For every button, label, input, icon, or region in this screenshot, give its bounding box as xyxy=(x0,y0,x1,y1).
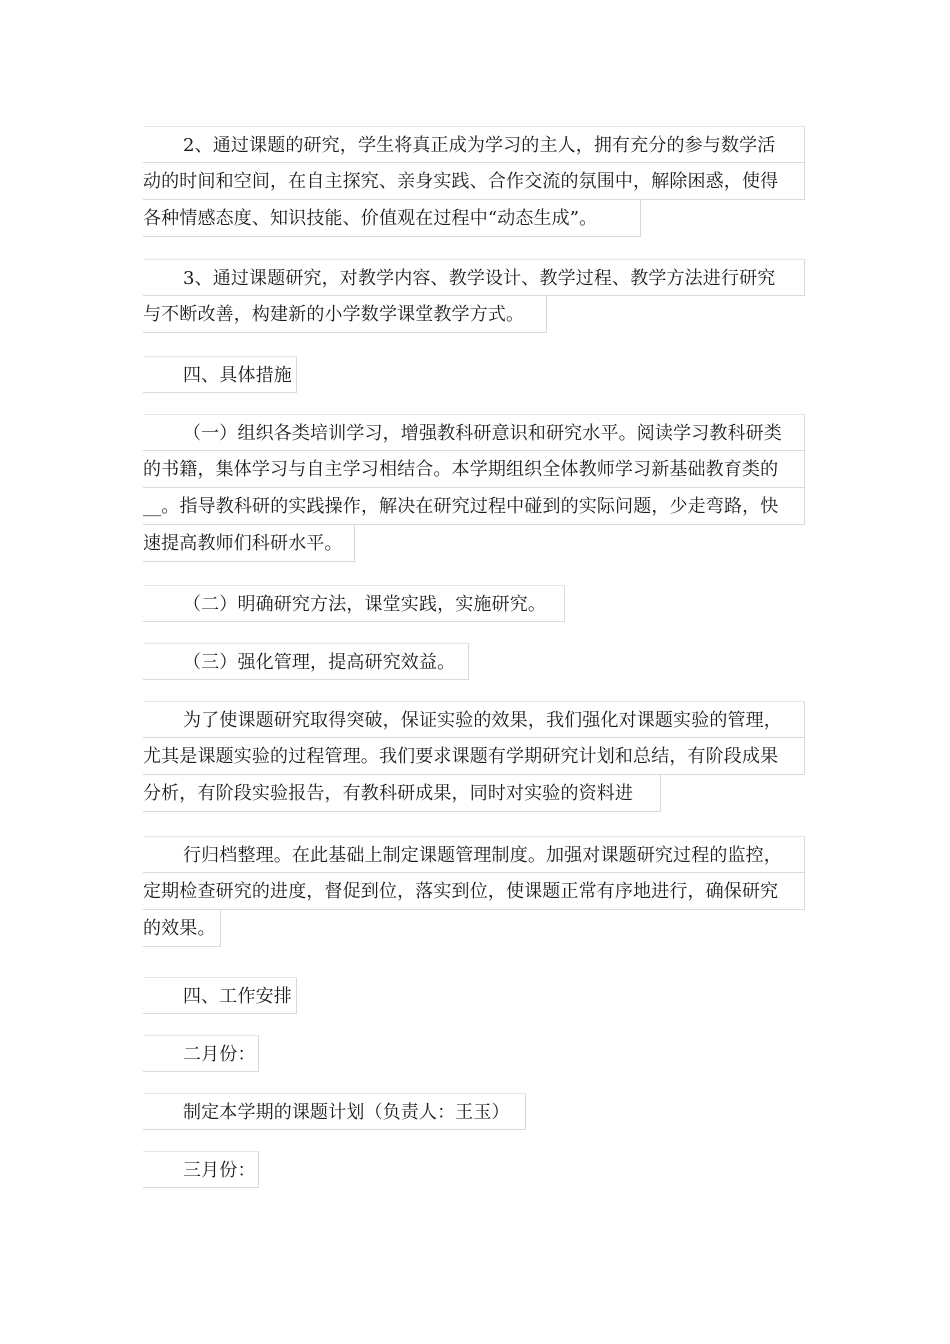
paragraph-goal-2 xyxy=(143,126,805,237)
text-line: （三）强化管理，提高研究效益。 xyxy=(143,643,469,680)
text-line: 3、通过课题研究，对教学内容、教学设计、教学过程、教学方法进行研究 xyxy=(143,259,805,296)
text-line: 制定本学期的课题计划（负责人：王玉） xyxy=(143,1093,526,1130)
text-line: 尤其是课题实验的过程管理。我们要求课题有学期研究计划和总结，有阶段成果 xyxy=(143,738,805,775)
paragraph-february xyxy=(143,1035,259,1072)
text-line: __。指导教科研的实践操作，解决在研究过程中碰到的实际问题，少走弯路，快 xyxy=(143,488,805,525)
text-line: 动的时间和空间，在自主探究、亲身实践、合作交流的氛围中，解除困惑，使得 xyxy=(143,163,805,200)
section-heading: 四、具体措施 xyxy=(143,356,297,393)
text-line: （一）组织各类培训学习，增强教科研意识和研究水平。阅读学习教科研类 xyxy=(143,414,805,451)
text-line: 速提高教师们科研水平。 xyxy=(143,525,355,562)
text-line: 定期检查研究的进度，督促到位，落实到位，使课题正常有序地进行，确保研究 xyxy=(143,873,805,910)
text-line: 行归档整理。在此基础上制定课题管理制度。加强对课题研究过程的监控， xyxy=(143,836,805,873)
text-line: 2、通过课题的研究，学生将真正成为学习的主人，拥有充分的参与数学活 xyxy=(143,126,805,163)
paragraph-management-a xyxy=(143,701,805,812)
heading-specific-measures xyxy=(143,356,297,393)
month-label: 三月份： xyxy=(143,1151,259,1188)
text-line: 为了使课题研究取得突破，保证实验的效果，我们强化对课题实验的管理， xyxy=(143,701,805,738)
text-line: 分析，有阶段实验报告，有教科研成果，同时对实验的资料进 xyxy=(143,775,661,812)
text-line: 的效果。 xyxy=(143,910,221,947)
text-line: （二）明确研究方法，课堂实践，实施研究。 xyxy=(143,585,565,622)
paragraph-measure-2 xyxy=(143,585,565,622)
paragraph-march xyxy=(143,1151,259,1188)
paragraph-february-task xyxy=(143,1093,526,1130)
month-label: 二月份： xyxy=(143,1035,259,1072)
section-heading: 四、工作安排 xyxy=(143,977,297,1014)
text-line: 的书籍，集体学习与自主学习相结合。本学期组织全体教师学习新基础教育类的 xyxy=(143,451,805,488)
paragraph-measure-3 xyxy=(143,643,469,680)
text-line: 各种情感态度、知识技能、价值观在过程中“动态生成”。 xyxy=(143,200,641,237)
paragraph-measure-1 xyxy=(143,414,805,562)
paragraph-goal-3 xyxy=(143,259,805,333)
paragraph-management-b xyxy=(143,836,805,947)
heading-work-schedule xyxy=(143,977,297,1014)
text-line: 与不断改善，构建新的小学数学课堂教学方式。 xyxy=(143,296,547,333)
